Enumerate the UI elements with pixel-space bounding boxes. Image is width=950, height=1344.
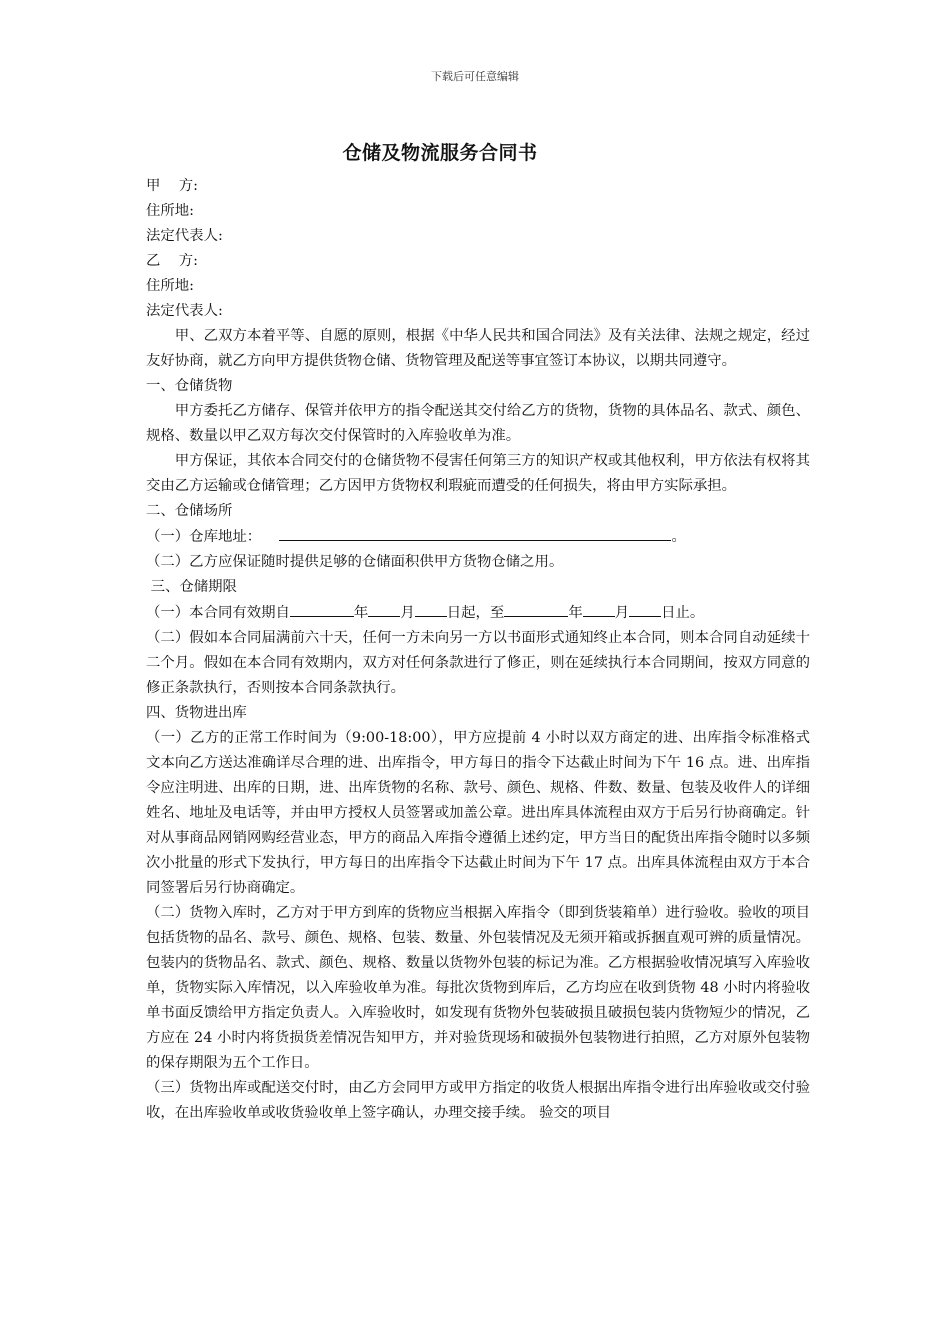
party-b-address-label: 住所地: (146, 278, 195, 294)
start-month-blank[interactable] (368, 600, 400, 617)
term-text-d: 日起，至 (446, 605, 505, 621)
end-month-blank[interactable] (583, 600, 615, 617)
party-a-address-label: 住所地: (146, 203, 195, 219)
document-body (146, 174, 810, 1126)
term-text-e: 年 (568, 605, 583, 621)
party-b-label: 乙 方: (146, 253, 198, 269)
party-a-representative-label: 法定代表人: (146, 228, 223, 244)
warehouse-address-end: 。 (671, 529, 686, 545)
contract-term-line (146, 600, 810, 626)
section-3-heading: 三、仓储期限 (146, 579, 237, 595)
section-2-paragraph-2: （二）乙方应保证随时提供足够的仓储面积供甲方货物仓储之用。 (146, 554, 564, 570)
term-text-a: （一）本合同有效期自 (146, 605, 290, 621)
warehouse-address-blank[interactable] (279, 524, 671, 541)
section-4-heading: 四、货物进出库 (146, 705, 247, 721)
start-year-blank[interactable] (290, 600, 354, 617)
section-1-heading: 一、仓储货物 (146, 378, 233, 394)
document-title: 仓储及物流服务合同书 (342, 142, 538, 164)
warehouse-address-label: （一）仓库地址： (146, 529, 262, 545)
intro-paragraph: 甲、乙双方本着平等、自愿的原则，根据《中华人民共和国合同法》及有关法律、法规之规定，经过友好协商，就乙方向甲方提供货物仓储、货物管理及配送等事宜签订本协议，以期共同遵守。 (146, 328, 810, 369)
section-4-paragraph-2: （二）货物入库时，乙方对于甲方到库的货物应当根据入库指令（即到货装箱单）进行验收。验收的项目包括货物的品名、款号、颜色、规格、包装、数量、外包装情况及无须开箱或拆捆直观可辨的质量情况。包装内的货物品名、款式、颜色、规格、数量以货物外包装的标记为准。乙方根据验收情况填写入库验收单，货物实际入库情况，以入库验收单为准。每批次货物到库后，乙方均应在收到货物 48 小时内将验收单书面反馈给甲方指定负责人。入库验收时，如发现有货物外包装破损且破损包装内货物短少的情况，乙方应在 24 小时内将货损货差情况告知甲方，并对验货现场和破损外包装物进行拍照，乙方对原外包装物的保存期限为五个工作日。 (146, 905, 810, 1071)
term-text-c: 月 (400, 605, 415, 621)
section-3-paragraph-2: （二）假如本合同届满前六十天，任何一方未向另一方以书面形式通知终止本合同，则本合同自动延续十二个月。假如在本合同有效期内，双方对任何条款进行了修正，则在延续执行本合同期间，按双方同意的修正条款执行，否则按本合同条款执行。 (146, 630, 810, 696)
end-year-blank[interactable] (504, 600, 568, 617)
term-text-f: 月 (614, 605, 630, 621)
header-note: 下载后可任意编辑 (431, 70, 519, 83)
start-day-blank[interactable] (415, 600, 447, 617)
term-text-g: 日止。 (661, 605, 705, 621)
end-day-blank[interactable] (629, 600, 661, 617)
party-b-representative-label: 法定代表人: (146, 303, 223, 319)
section-1-paragraph-2: 甲方保证，其依本合同交付的仓储货物不侵害任何第三方的知识产权或其他权利，甲方依法有权将其交由乙方运输或仓储管理；乙方因甲方货物权利瑕疵而遭受的任何损失，将由甲方实际承担。 (146, 453, 810, 494)
term-text-b: 年 (353, 605, 369, 621)
section-4-paragraph-3: （三）货物出库或配送交付时，由乙方会同甲方或甲方指定的收货人根据出库指令进行出库验收或交付验收，在出库验收单或收货验收单上签字确认，办理交接手续。 验交的项目 (146, 1080, 810, 1121)
section-1-paragraph-1: 甲方委托乙方储存、保管并依甲方的指令配送其交付给乙方的货物，货物的具体品名、款式、颜色、规格、数量以甲乙双方每次交付保管时的入库验收单为准。 (146, 403, 810, 444)
party-a-label: 甲 方: (146, 178, 198, 194)
warehouse-address-line (146, 524, 810, 550)
section-4-paragraph-1: （一）乙方的正常工作时间为（9:00-18:00），甲方应提前 4 小时以双方商定的进、出库指令标准格式文本向乙方送达准确详尽合理的进、出库指令，甲方每日的指令下达截止时间为下午 16 点。进、出库指令应注明进、出库的日期，进、出库货物的名称、款号、颜色、规格、件数、数量、包装及收件人的详细姓名、地址及电话等，并由甲方授权人员签署或加盖公章。进出库具体流程由双方于后另行协商确定。针对从事商品网销网购经营业态，甲方的商品入库指令遵循上述约定，甲方当日的配货出库指令随时以多频次小批量的形式下发执行，甲方每日的出库指令下达截止时间为下午 17 点。出库具体流程由双方于本合同签署后另行协商确定。 (146, 730, 810, 896)
section-2-heading: 二、仓储场所 (146, 503, 233, 519)
